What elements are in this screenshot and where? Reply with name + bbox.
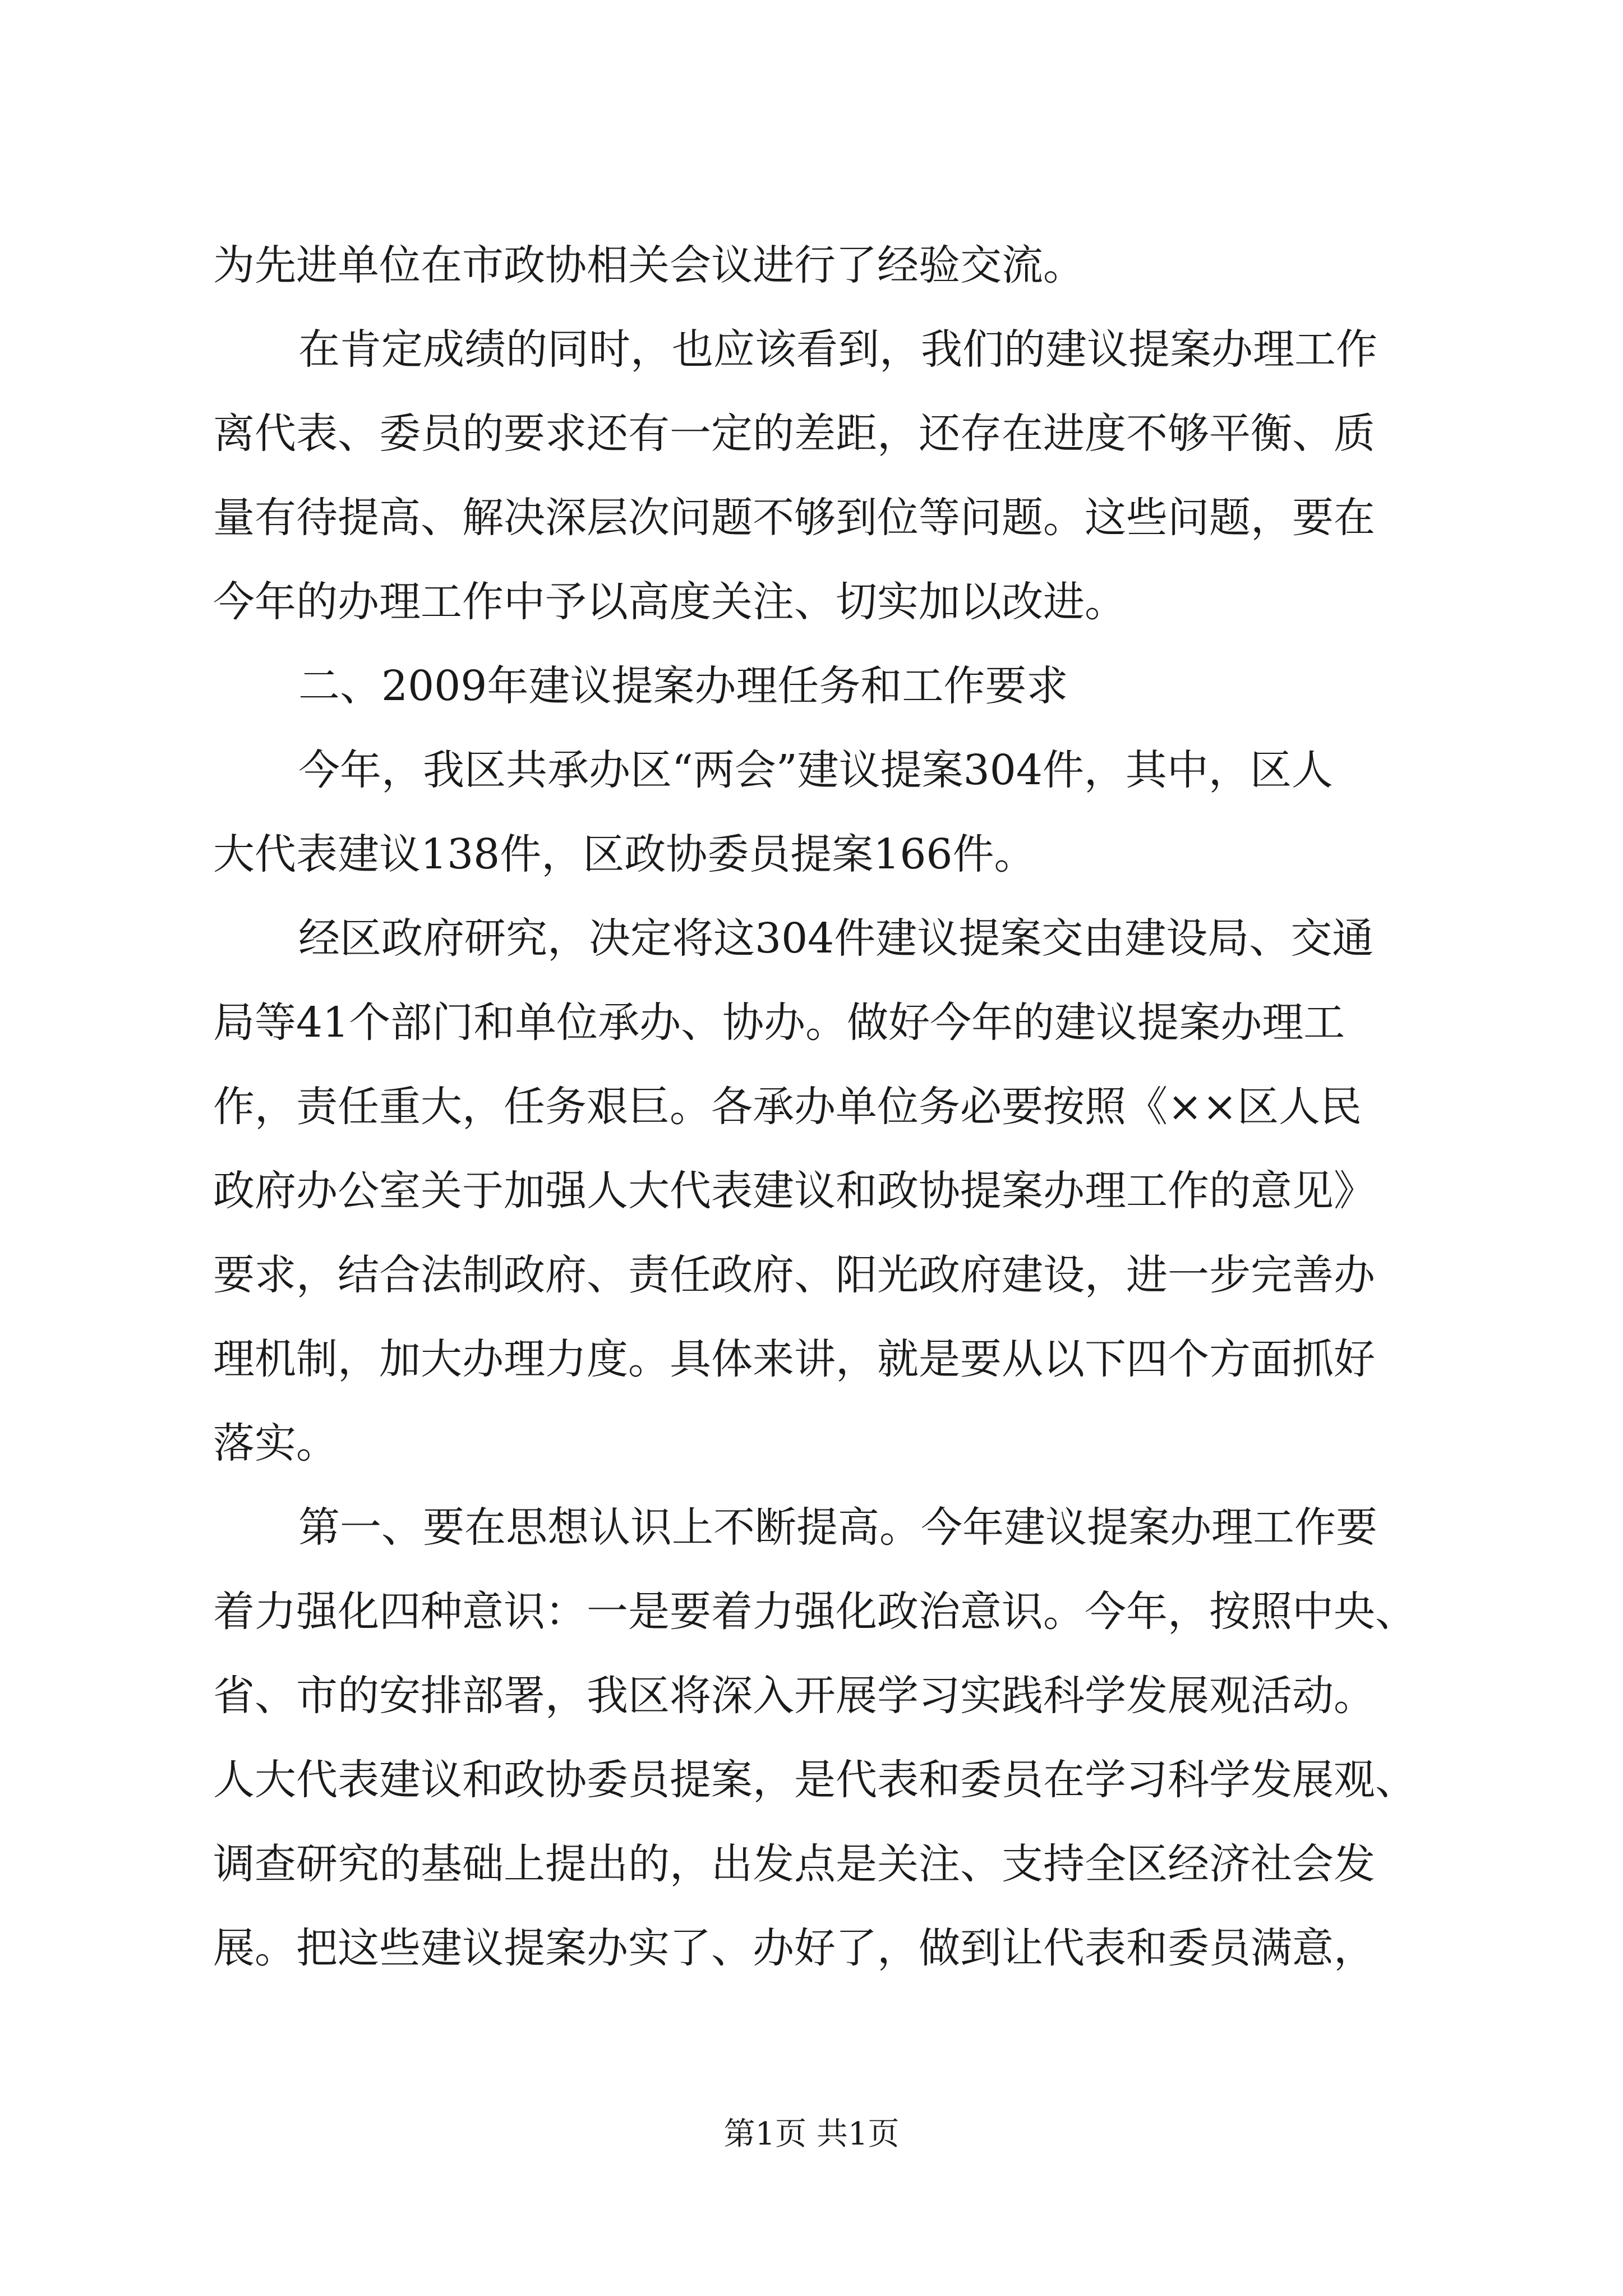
text-line: 第一、要在思想认识上不断提高。今年建议提案办理工作要 — [298, 1503, 1377, 1552]
text-line: 大代表建议138件，区政协委员提案166件。 — [213, 830, 1036, 878]
document-body — [213, 223, 1419, 1990]
text-line: 理机制，加大办理力度。具体来讲，就是要从以下四个方面抓好 — [213, 1335, 1375, 1383]
text-line: 要求，结合法制政府、责任政府、阳光政府建设，进一步完善办 — [213, 1251, 1375, 1299]
text-line: 经区政府研究，决定将这304件建议提案交由建设局、交通 — [298, 914, 1374, 963]
text-line: 作，责任重大，任务艰巨。各承办单位务必要按照《××区人民 — [213, 1083, 1362, 1131]
page-number-label: 第1页 共1页 — [723, 2116, 900, 2152]
section-heading: 二、2009年建议提案办理任务和工作要求 — [298, 662, 1068, 710]
text-line: 调查研究的基础上提出的，出发点是关注、支持全区经济社会发 — [213, 1840, 1375, 1888]
text-line: 人大代表建议和政协委员提案，是代表和委员在学习科学发展观、 — [213, 1756, 1417, 1804]
text-line: 在肯定成绩的同时，也应该看到，我们的建议提案办理工作 — [298, 325, 1377, 374]
text-line: 离代表、委员的要求还有一定的差距，还存在进度不够平衡、质 — [213, 409, 1375, 458]
text-line: 量有待提高、解决深层次问题不够到位等问题。这些问题，要在 — [213, 494, 1375, 542]
text-line: 今年，我区共承办区“两会”建议提案304件，其中，区人 — [298, 746, 1333, 794]
text-line: 今年的办理工作中予以高度关注、切实加以改进。 — [213, 578, 1126, 626]
text-line: 落实。 — [213, 1419, 338, 1467]
text-line: 展。把这些建议提案办实了、办好了，做到让代表和委员满意， — [213, 1924, 1375, 1972]
text-line: 着力强化四种意识：一是要着力强化政治意识。今年，按照中央、 — [213, 1588, 1417, 1636]
text-line: 局等41个部门和单位承办、协办。做好今年的建议提案办理工 — [213, 999, 1345, 1047]
text-line: 政府办公室关于加强人大代表建议和政协提案办理工作的意见》 — [213, 1167, 1375, 1215]
text-line: 省、市的安排部署，我区将深入开展学习实践科学发展观活动。 — [213, 1672, 1375, 1720]
page-footer — [0, 2112, 1623, 2157]
text-line: 为先进单位在市政协相关会议进行了经验交流。 — [213, 241, 1085, 289]
